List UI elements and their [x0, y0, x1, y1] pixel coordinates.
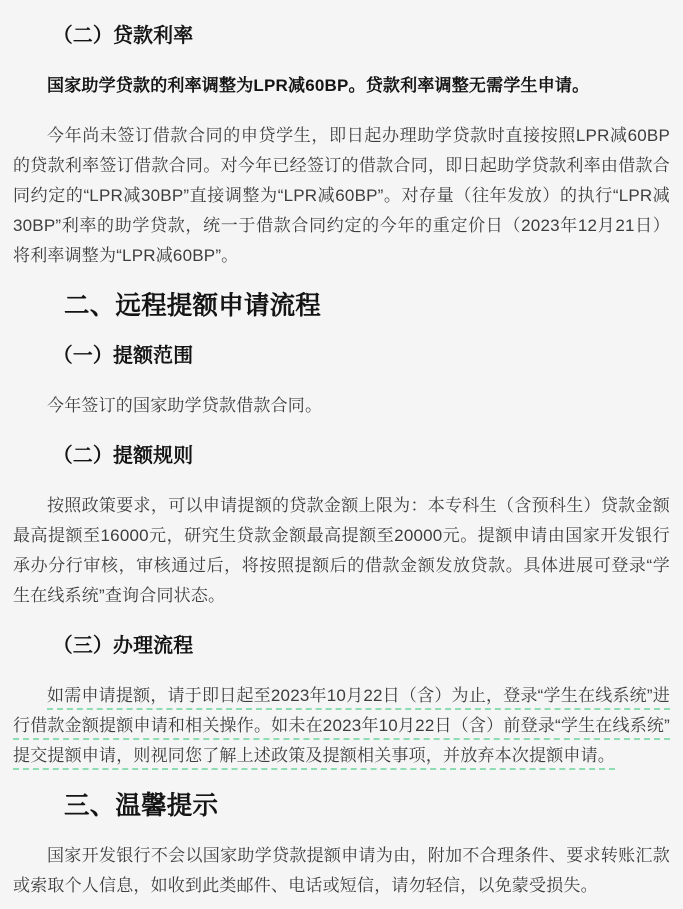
sub-heading-raise-rules: （二）提额规则: [52, 445, 194, 467]
sub-heading-raise-scope: （一）提额范围: [52, 345, 194, 367]
section-heading-remote-apply: 二、远程提额申请流程: [64, 292, 322, 320]
paragraph-process-deadline: 如需申请提额，请于即日起至2023年10月22日（含）为止，登录“学生在线系统”进行借款金额提额申请和相关操作。如未在2023年10月22日（含）前登录“学生在线系统”提交提额申请，则视同您了解上述政策及提额相关事项，并放弃本次提额申请。: [13, 686, 670, 765]
paragraph-rate-adjust-notice: 国家助学贷款的利率调整为LPR减60BP。贷款利率调整无需学生申请。: [47, 76, 590, 95]
paragraph-raise-rules: 按照政策要求，可以申请提额的贷款金额上限为：本专科生（含预科生）贷款金额最高提额至16000元，研究生贷款金额最高提额至20000元。提额申请由国家开发银行承办分行审核，审核通过后，将按照提额后的借款金额发放贷款。具体进展可登录“学生在线系统”查询合同状态。: [13, 496, 670, 605]
section-heading-warm-tips: 三、温馨提示: [64, 792, 219, 820]
paragraph-rate-adjust-detail: 今年尚未签订借款合同的申贷学生，即日起办理助学贷款时直接按照LPR减60BP的贷款利率签订借款合同。对今年已经签订的借款合同，即日起助学贷款利率由借款合同约定的“LPR减30BP”直接调整为“LPR减60BP”。对存量（往年发放）的执行“LPR减30BP”利率的助学贷款，统一于借款合同约定的今年的重定价日（2023年12月21日）将利率调整为“LPR减60BP”。: [13, 126, 670, 265]
sub-heading-process: （三）办理流程: [52, 635, 194, 657]
paragraph-raise-scope: 今年签订的国家助学贷款借款合同。: [47, 396, 323, 415]
paragraph-fraud-warning: 国家开发银行不会以国家助学贷款提额申请为由，附加不合理条件、要求转账汇款或索取个人信息，如收到此类邮件、电话或短信，请勿轻信，以免蒙受损失。: [13, 846, 670, 895]
sub-heading-loan-rate: （二）贷款利率: [52, 25, 194, 47]
